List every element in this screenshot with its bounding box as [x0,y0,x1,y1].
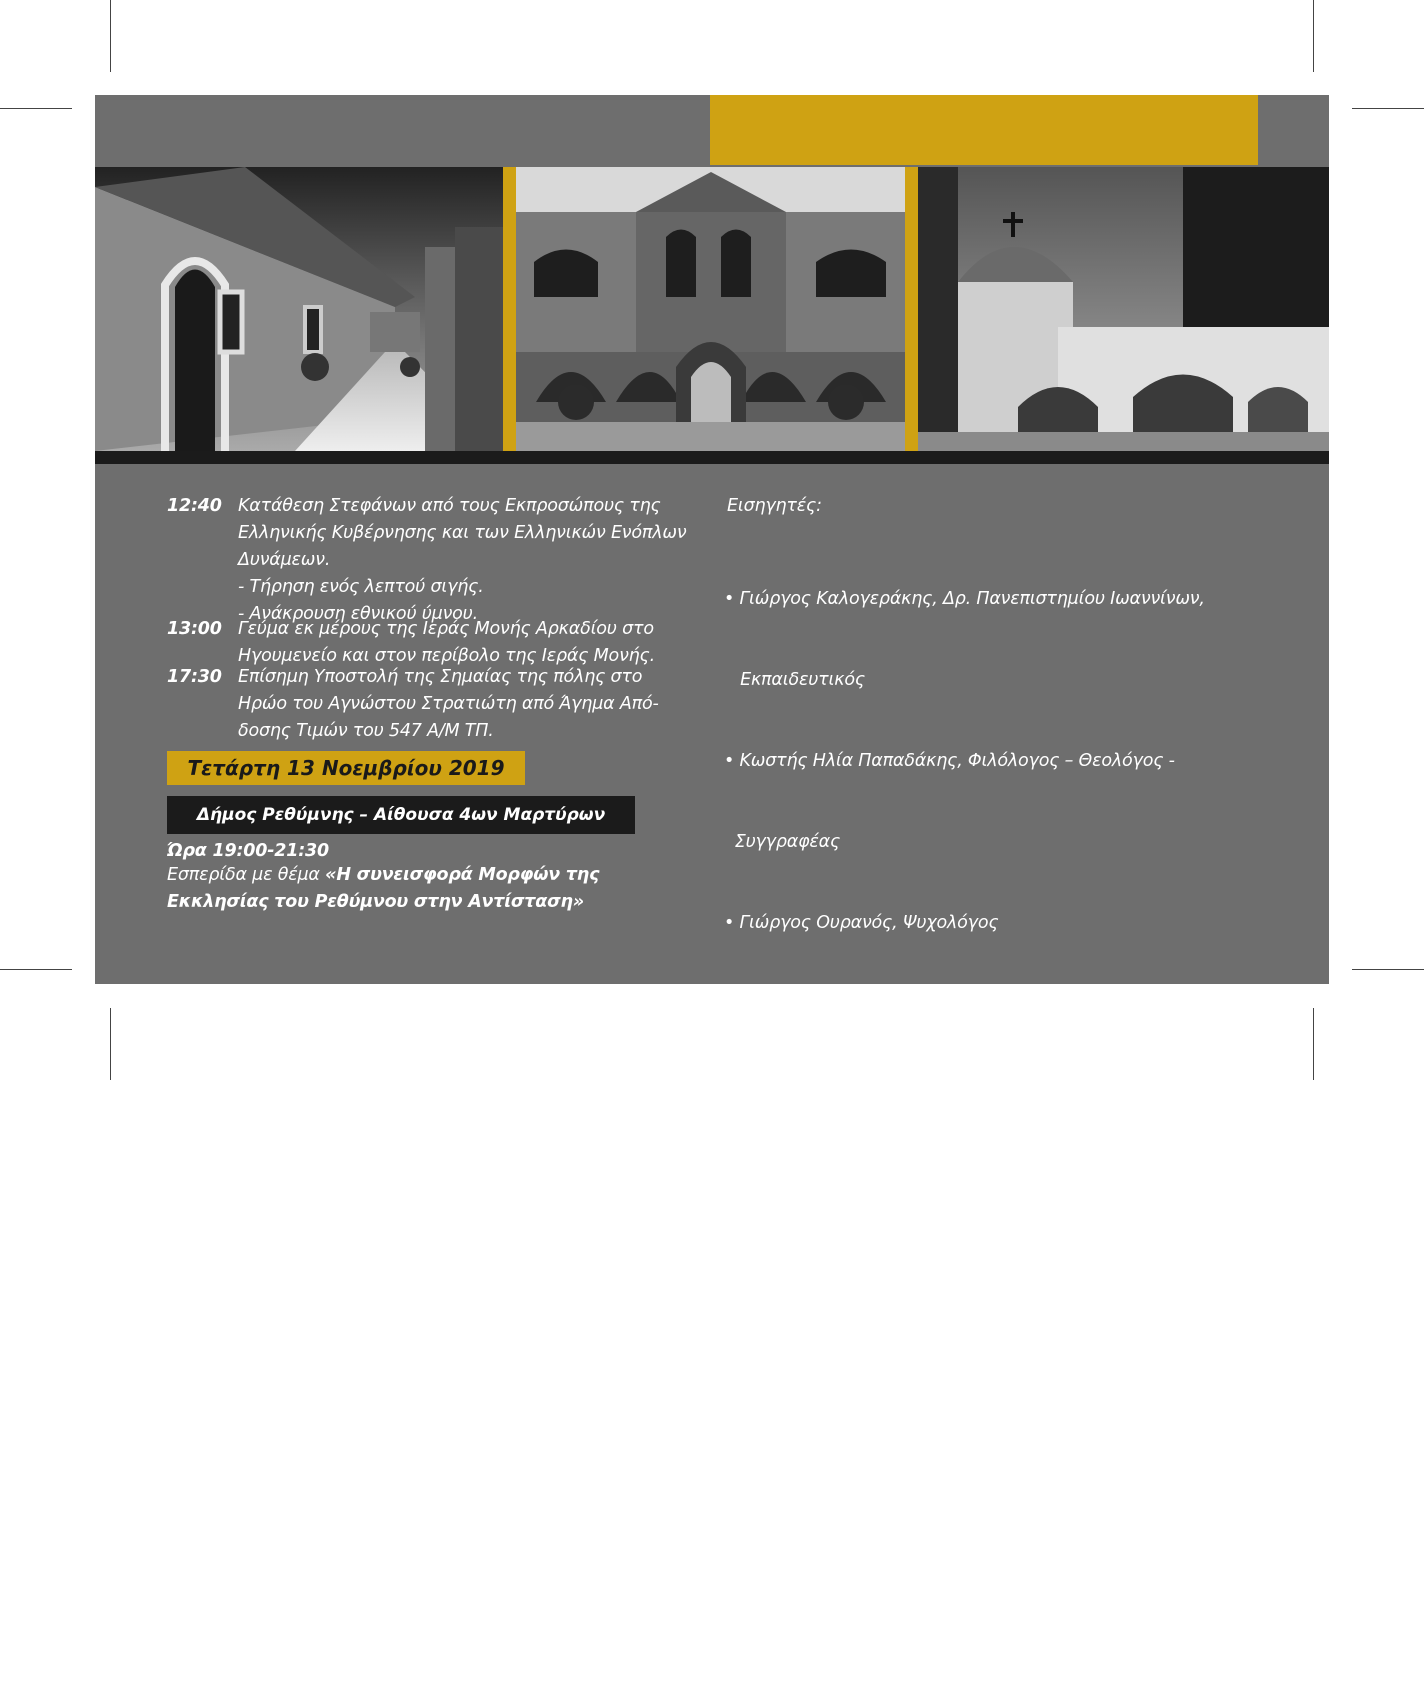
event-topic-title: «Η συνεισφορά Μορφών της [325,865,600,885]
coordinator-line: Συντονίστρια: Εύα Λαδιά [726,1561,941,1581]
crop-mark [1313,0,1314,72]
speaker-line: Βασιλείου [724,1318,826,1338]
schedule-line: Ηρώο του Αγνώστου Στρατιώτη από Άγημα Από- [238,694,659,714]
crop-mark [0,969,72,970]
monastery-courtyard-photo [95,167,503,451]
schedule-text [238,664,659,745]
event-topic [167,862,599,916]
event-topic-intro: Εσπερίδα με θέμα [167,865,326,885]
crop-mark [110,1008,111,1080]
schedule-line: Ηγουμενείο και στον περίβολο της Ιεράς Μονής. [238,646,655,666]
speaker-line: Εκπαιδευτικός [724,670,865,690]
speaker-line: • Κωστής Μεργέμογλου, καθηγητής Βυζαντινής μουσικής [724,1399,1224,1419]
speakers-list [724,532,1242,1693]
speaker-line: • Κωστής Ηλία Παπαδάκης, Φιλόλογος – Θεολόγος - [724,751,1175,771]
monastery-facade-photo [516,167,905,451]
schedule-line: - Ανάκρουση εθνικού ύμνου. [238,604,478,624]
event-venue-badge: Δήμος Ρεθύμνης – Αίθουσα 4ων Μαρτύρων [167,796,635,834]
speaker-line: Συγγραφέας [724,832,841,852]
schedule-line: δοσης Τιμών του 547 Α/Μ ΤΠ. [238,721,494,741]
event-topic-title: Εκκλησίας του Ρεθύμνου στην Αντίσταση» [167,892,584,912]
schedule-line: Ελληνικής Κυβέρνησης και των Ελληνικών Ενόπλων [238,523,687,543]
schedule-line: Γεύμα εκ μέρους της Ιεράς Μονής Αρκαδίου στο [238,619,654,639]
speaker-line: • Κώστας Μυγιάκης, Εκπαιδευτικός [724,1075,1032,1095]
photo-strip [95,167,1329,451]
schedule-line: - Τήρηση ενός λεπτού σιγής. [238,577,484,597]
crop-mark [110,0,111,72]
divider-strip [95,451,1329,464]
event-hours: Ώρα 19:00-21:30 [167,841,329,861]
schedule-line: Επίσημη Υποστολή της Σημαίας της πόλης στο [238,667,643,687]
chapel-arches-photo [918,167,1329,451]
event-date-badge: Τετάρτη 13 Νοεμβρίου 2019 [167,751,525,785]
schedule-text [238,493,686,628]
schedule-time: 17:30 [167,667,222,687]
gold-accent-bar [710,95,1258,165]
speakers-heading: Εισηγητές: [727,496,822,516]
speaker-line: • Γιάννης - Νεκτάριος Χαραλαμπάκης, Αντιδήμαρχος Αγίου [724,1237,1243,1257]
speaker-line: - φοιτητής Φιλοσοφικής. [724,1480,947,1500]
schedule-time: 12:40 [167,496,222,516]
speaker-line: • Βασίλης Αποστολάκης, Αντιστράτηγος ε.α. ΕΛΑΣ [724,994,1164,1014]
speaker-line: • Μιχάλης Σαρρής [724,1156,884,1176]
schedule-line: Δυνάμεων. [238,550,331,570]
crop-mark [0,108,72,109]
speaker-line: • Γιώργος Ουρανός, Ψυχολόγος [724,913,999,933]
crop-mark [1313,1008,1314,1080]
choir-line: Συμμετέχει η εκκλησιαστική χορωδία «Παύλος Βλαστός». [726,1642,1227,1662]
crop-mark [1352,108,1424,109]
crop-mark [1352,969,1424,970]
schedule-line: Κατάθεση Στεφάνων από τους Εκπροσώπους της [238,496,661,516]
schedule-time: 13:00 [167,619,222,639]
speaker-line: • Γιώργος Καλογεράκης, Δρ. Πανεπιστημίου Ιωαννίνων, [724,589,1205,609]
schedule-text [238,616,655,670]
